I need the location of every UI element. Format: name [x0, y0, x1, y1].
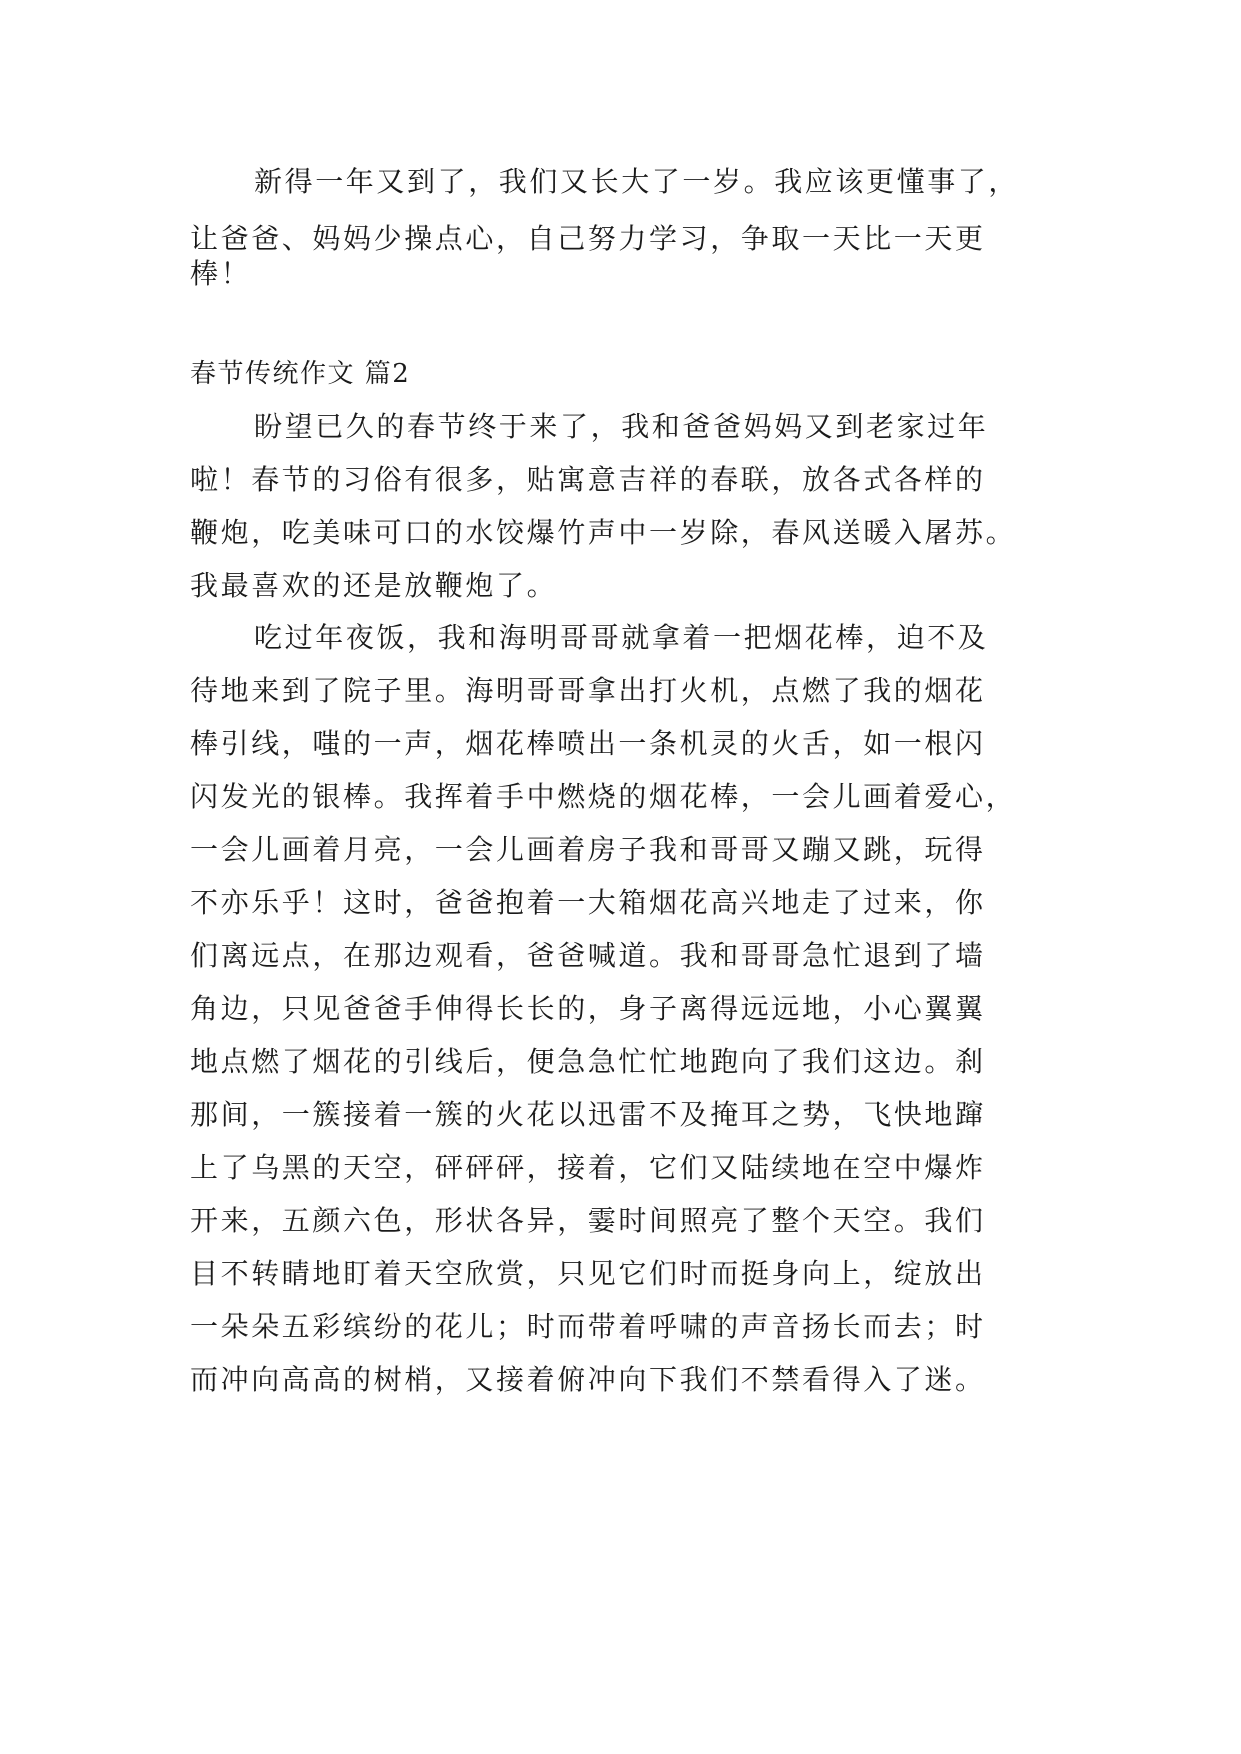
- paragraph-line: 们离远点，在那边观看，爸爸喊道。我和哥哥急忙退到了墙: [190, 939, 986, 972]
- paragraph-line: 让爸爸、妈妈少操点心，自己努力学习，争取一天比一天更: [190, 222, 986, 255]
- paragraph-line: 新得一年又到了，我们又长大了一岁。我应该更懂事了，: [254, 165, 1020, 198]
- paragraph-line: 而冲向高高的树梢，又接着俯冲向下我们不禁看得入了迷。: [190, 1363, 986, 1396]
- paragraph-line: 开来，五颜六色，形状各异，霎时间照亮了整个天空。我们: [190, 1204, 986, 1237]
- paragraph-line: 角边，只见爸爸手伸得长长的，身子离得远远地，小心翼翼: [190, 992, 986, 1025]
- paragraph-line: 盼望已久的春节终于来了，我和爸爸妈妈又到老家过年: [254, 410, 989, 443]
- paragraph-line: 不亦乐乎！这时，爸爸抱着一大箱烟花高兴地走了过来，你: [190, 886, 986, 919]
- paragraph-line: 我最喜欢的还是放鞭炮了。: [190, 569, 558, 602]
- paragraph-line: 鞭炮，吃美味可口的水饺爆竹声中一岁除，春风送暖入屠苏。: [190, 516, 1017, 549]
- paragraph-line: 一会儿画着月亮，一会儿画着房子我和哥哥又蹦又跳，玩得: [190, 833, 986, 866]
- paragraph-line: 棒！: [190, 257, 252, 290]
- paragraph-line: 啦！春节的习俗有很多，贴寓意吉祥的春联，放各式各样的: [190, 463, 986, 496]
- paragraph-line: 一朵朵五彩缤纷的花儿；时而带着呼啸的声音扬长而去；时: [190, 1310, 986, 1343]
- section-heading: 春节传统作文 篇2: [190, 359, 411, 389]
- paragraph-line: 那间，一簇接着一簇的火花以迅雷不及掩耳之势，飞快地蹿: [190, 1098, 986, 1131]
- paragraph-line: 上了乌黑的天空，砰砰砰，接着，它们又陆续地在空中爆炸: [190, 1151, 986, 1184]
- paragraph-line: 待地来到了院子里。海明哥哥拿出打火机，点燃了我的烟花: [190, 674, 986, 707]
- paragraph-line: 地点燃了烟花的引线后，便急急忙忙地跑向了我们这边。刹: [190, 1045, 986, 1078]
- paragraph-line: 棒引线，嗤的一声，烟花棒喷出一条机灵的火舌，如一根闪: [190, 727, 986, 760]
- paragraph-line: 吃过年夜饭，我和海明哥哥就拿着一把烟花棒，迫不及: [254, 621, 989, 654]
- paragraph-line: 闪发光的银棒。我挥着手中燃烧的烟花棒，一会儿画着爱心，: [190, 780, 1017, 813]
- paragraph-line: 目不转睛地盯着天空欣赏，只见它们时而挺身向上，绽放出: [190, 1257, 986, 1290]
